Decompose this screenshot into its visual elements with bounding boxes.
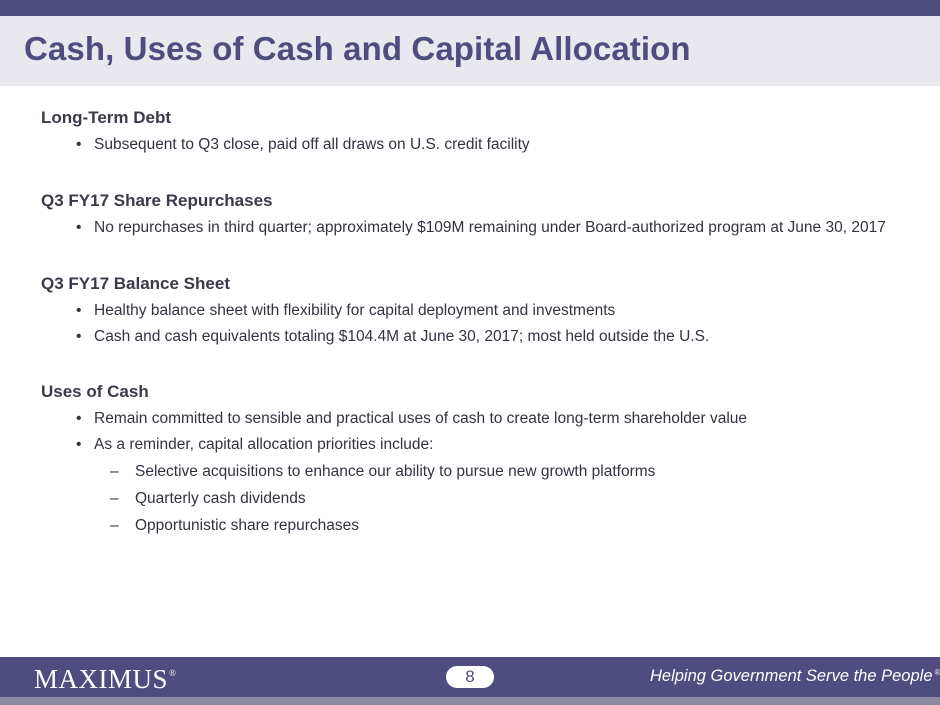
bullet-text: Remain committed to sensible and practical uses of cash to create long-term shareholder value: [94, 410, 748, 427]
dash-glyph: –: [110, 490, 119, 507]
registered-mark: ®: [934, 668, 940, 677]
page-number: 8: [446, 666, 494, 688]
bullet-item: [76, 136, 530, 154]
maximus-logo: [34, 664, 176, 695]
sub-bullet-text: Selective acquisitions to enhance our ability to pursue new growth platforms: [135, 463, 656, 480]
section-heading-uses-of-cash: Uses of Cash: [41, 382, 149, 401]
dash-glyph: –: [110, 463, 119, 480]
bullet-item: [76, 302, 615, 320]
bullet-text: Subsequent to Q3 close, paid off all draws on U.S. credit facility: [94, 136, 530, 153]
bullet-text: Cash and cash equivalents totaling $104.4M at June 30, 2017; most held outside the U.S.: [94, 328, 710, 345]
bullet-glyph: •: [76, 328, 82, 345]
registered-mark: ®: [169, 668, 177, 678]
bullet-glyph: •: [76, 436, 82, 453]
section-heading-long-term-debt: Long-Term Debt: [41, 108, 172, 127]
slide-title: Cash, Uses of Cash and Capital Allocation: [24, 30, 691, 67]
logo-text: MAXIMUS: [34, 664, 169, 694]
tagline-text: Helping Government Serve the People: [650, 667, 933, 685]
bullet-item: [76, 219, 886, 237]
bullet-item: [76, 410, 747, 428]
sub-bullet-text: Opportunistic share repurchases: [135, 517, 360, 534]
bullet-glyph: •: [76, 219, 82, 236]
section-heading-share-repurchases: Q3 FY17 Share Repurchases: [41, 191, 273, 210]
sub-bullet-item: [110, 463, 655, 481]
bullet-text: No repurchases in third quarter; approximately $109M remaining under Board-authorized program at June 30, 2017: [94, 219, 886, 236]
bullet-glyph: •: [76, 302, 82, 319]
dash-glyph: –: [110, 517, 119, 534]
footer-accent-strip: [0, 697, 940, 705]
footer-tagline: [650, 667, 940, 686]
bullet-glyph: •: [76, 136, 82, 153]
sub-bullet-item: [110, 490, 306, 508]
sub-bullet-text: Quarterly cash dividends: [135, 490, 306, 507]
bullet-text: Healthy balance sheet with flexibility for capital deployment and investments: [94, 302, 616, 319]
bullet-text: As a reminder, capital allocation priorities include:: [94, 436, 434, 453]
sub-bullet-item: [110, 517, 359, 535]
bullet-item: [76, 436, 433, 454]
section-heading-balance-sheet: Q3 FY17 Balance Sheet: [41, 274, 230, 293]
bullet-glyph: •: [76, 410, 82, 427]
bullet-item: [76, 328, 709, 346]
top-accent-band: [0, 0, 940, 16]
